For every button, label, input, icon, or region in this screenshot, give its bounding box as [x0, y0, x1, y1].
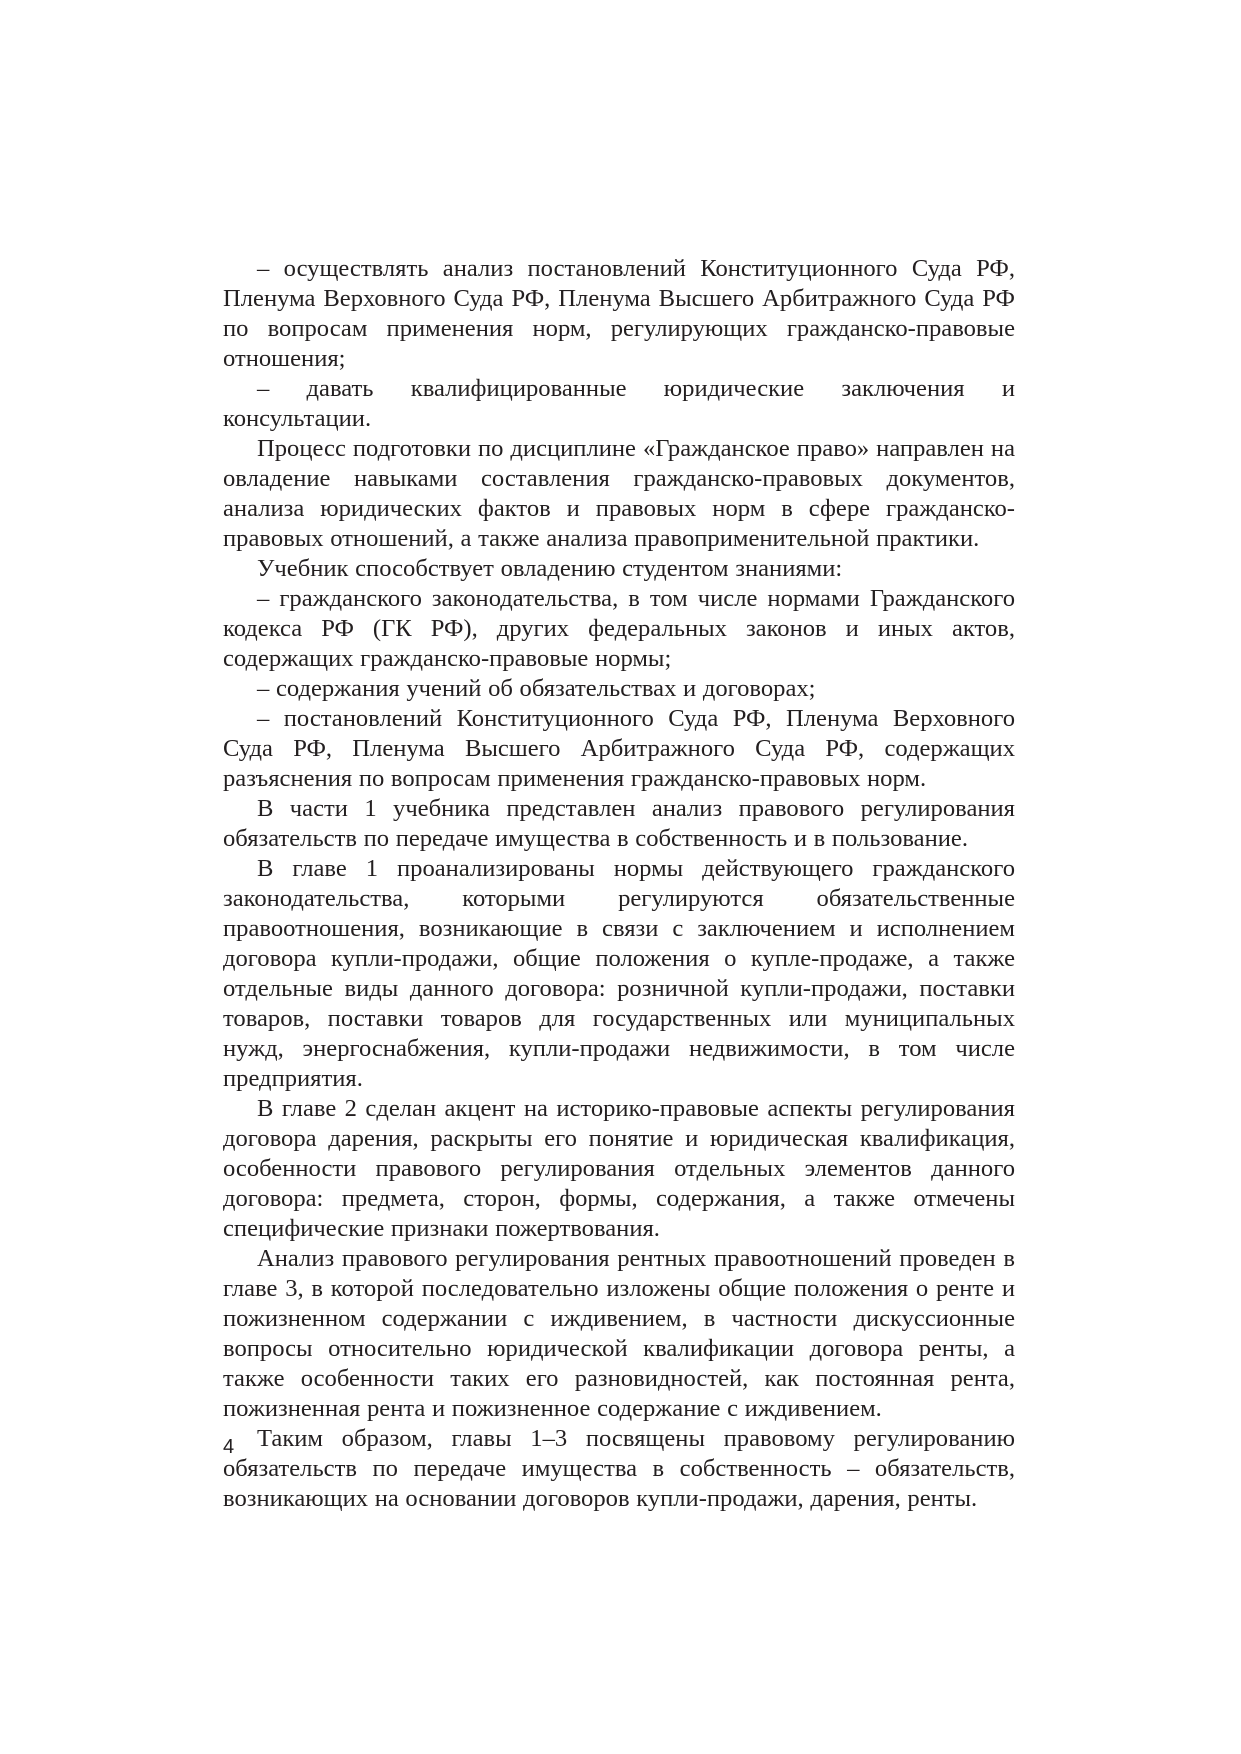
paragraph-list-item-resolutions: – постановлений Конституционного Суда РФ, Пленума Верховного Суда РФ, Пленума Высшего Арбитражного Суда РФ, содержащих разъяснения по вопросам применения гражданско-правовых норм. [223, 705, 1015, 792]
paragraph-conclusion: Таким образом, главы 1–3 посвящены правовому регулированию обязательств по передаче имущества в собственность – обязательств, возникающих на основании договоров купли-продажи, дарения, ренты. [223, 1425, 1015, 1512]
paragraph-list-item-legislation: – гражданского законодательства, в том числе нормами Гражданского кодекса РФ (ГК РФ), других федеральных законов и иных актов, содержащих гражданско-правовые нормы; [223, 585, 1015, 672]
paragraph-training-process: Процесс подготовки по дисциплине «Гражданское право» направлен на овладение навыками составления гражданско-правовых документов, анализа юридических фактов и правовых норм в сфере гражданско-правовых отношений, а также анализа правоприменительной практики. [223, 435, 1015, 552]
paragraph-textbook-knowledge: Учебник способствует овладению студентом знаниями: [257, 555, 843, 582]
body-text [223, 254, 1015, 1514]
paragraph-part-one: В части 1 учебника представлен анализ правового регулирования обязательств по передаче имущества в собственность и в пользование. [223, 795, 1015, 852]
paragraph-list-item-analysis: – осуществлять анализ постановлений Конституционного Суда РФ, Пленума Верховного Суда РФ, Пленума Высшего Арбитражного Суда РФ по вопросам применения норм, регулирующих гражданско-правовые отношения; [223, 255, 1015, 372]
paragraph-list-item-obligations: – содержания учений об обязательствах и договорах; [257, 675, 816, 702]
paragraph-chapter-one: В главе 1 проанализированы нормы действующего гражданского законодательства, которыми регулируются обязательственные правоотношения, возникающие в связи с заключением и исполнением договора купли-продажи, общие положения о купле-продаже, а также отдельные виды данного договора: розничной купли-продажи, поставки товаров, поставки товаров для государственных или муниципальных нужд, энергоснабжения, купли-продажи недвижимости, в том числе предприятия. [223, 855, 1015, 1092]
paragraph-chapter-three: Анализ правового регулирования рентных правоотношений проведен в главе 3, в которой последовательно изложены общие положения о ренте и пожизненном содержании с иждивением, в частности дискуссионные вопросы относительно юридической квалификации договора ренты, а также особенности таких его разновидностей, как постоянная рента, пожизненная рента и пожизненное содержание с иждивением. [223, 1245, 1015, 1422]
paragraph-list-item-consultations: – давать квалифицированные юридические заключения и консультации. [223, 375, 1015, 432]
paragraph-chapter-two: В главе 2 сделан акцент на историко-правовые аспекты регулирования договора дарения, раскрыты его понятие и юридическая квалификация, особенности правового регулирования отдельных элементов данного договора: предмета, сторон, формы, содержания, а также отмечены специфические признаки пожертвования. [223, 1095, 1015, 1242]
page-number: 4 [223, 1436, 235, 1458]
